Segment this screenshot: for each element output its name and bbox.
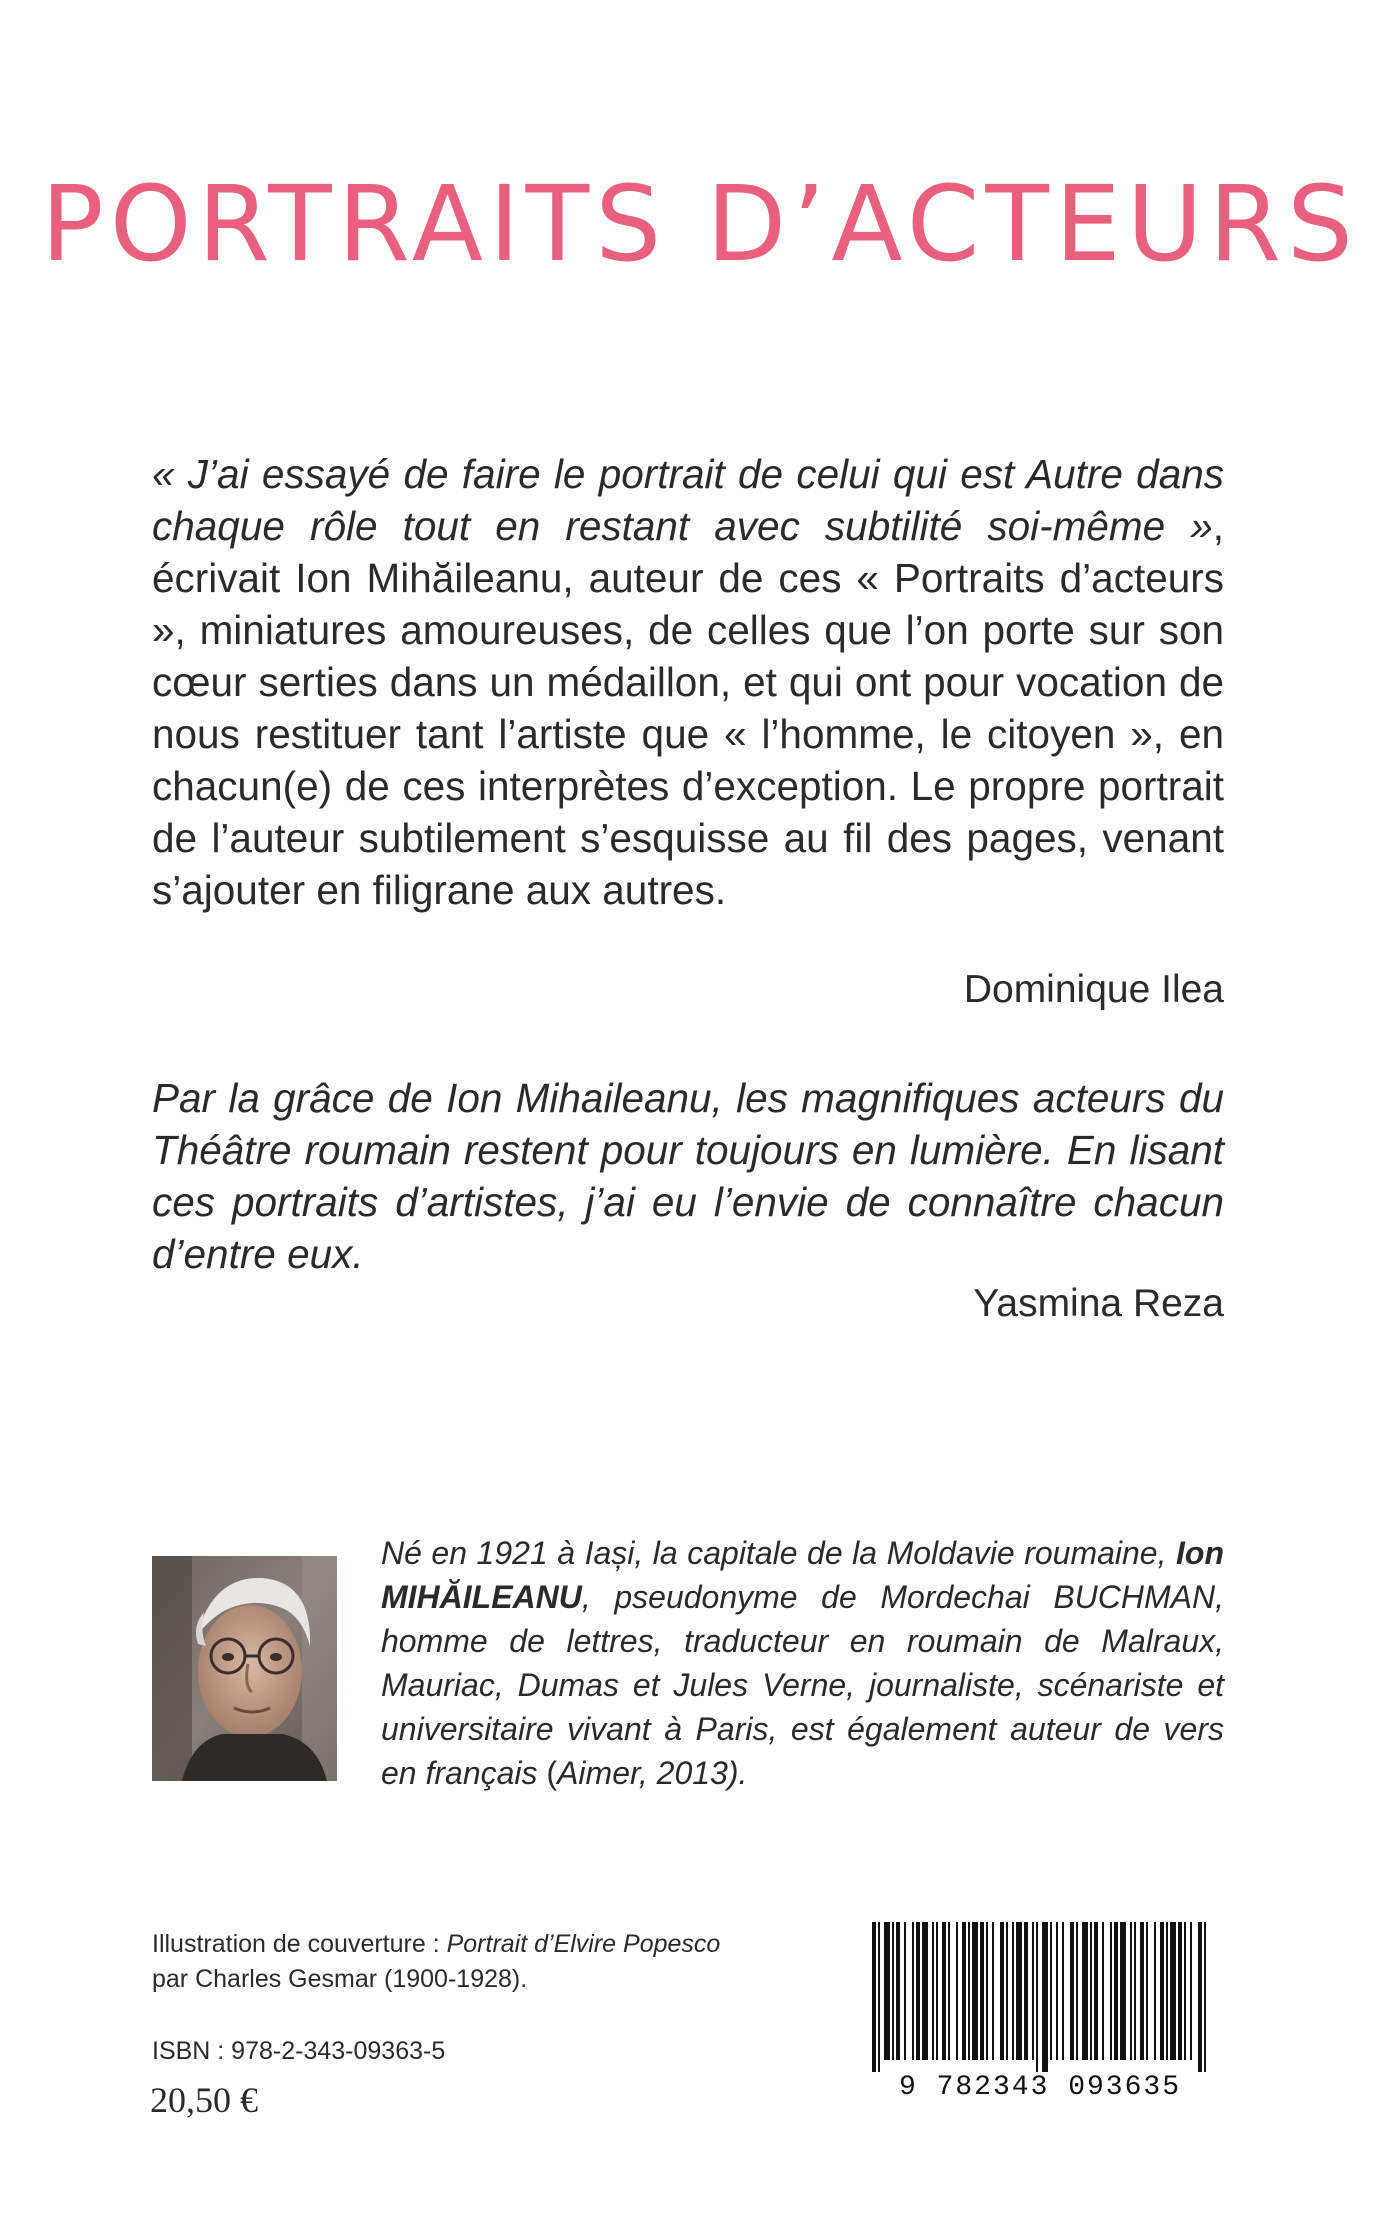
author-bio: [381, 1531, 1224, 1795]
illustration-title: Portrait d’Elvire Popesco: [446, 1930, 721, 1958]
isbn: ISBN : 978-2-343-09363-5: [152, 2037, 446, 2065]
quote-block-1: [152, 448, 1224, 916]
quote-normal-text: , écrivait Ion Mihăileanu, auteur de ces « Portraits d’acteurs », miniatures amoureuses, de celles que l’on porte sur son cœur serties dans un médaillon, et qui ont pour vocation de nous restituer tant l’artiste que « l’homme, le citoyen », en chacun(e) de ces interprètes d’exception. Le propre portrait de l’auteur subtilement s’esquisse au fil des pages, venant s’ajouter en filigrane aux autres.: [152, 503, 1224, 913]
bio-intro: Né en 1921 à Iași, la capitale de la Moldavie roumaine,: [381, 1535, 1177, 1571]
illustration-credit: [152, 1927, 720, 1997]
bio-paren: (: [546, 1755, 558, 1791]
bio-rest: , pseudonyme de Mordechai BUCHMAN, homme de lettres, traducteur en roumain de Malraux, Mauriac, Dumas et Jules Verne, journaliste, scénariste et universitaire vivant à Paris, est également auteur de vers en français: [381, 1579, 1224, 1791]
signature-dominique-ilea: Dominique Ilea: [963, 968, 1224, 1011]
barcode-digits: 9 782343 093635: [898, 2072, 1182, 2100]
illustration-label: Illustration de couverture :: [152, 1930, 447, 1958]
quote-italic-text: « J’ai essayé de faire le portrait de celui qui est Autre dans chaque rôle tout en restant avec subtilité soi-même »: [152, 451, 1224, 549]
bio-book: Aimer, 2013).: [557, 1755, 748, 1791]
author-photo: [152, 1556, 337, 1781]
book-title: PORTRAITS D’ACTEURS: [41, 163, 1359, 285]
illustration-artist: par Charles Gesmar (1900-1928).: [152, 1965, 528, 1993]
signature-yasmina-reza: Yasmina Reza: [973, 1282, 1224, 1325]
quote-paragraph-1: [152, 448, 1224, 916]
barcode: [868, 1922, 1213, 2100]
bio-author-name: Ion MIHĂILEANU: [381, 1535, 1224, 1615]
quote-paragraph-2: Par la grâce de Ion Mihaileanu, les magnifiques acteurs du Théâtre roumain restent pour toujours en lumière. En lisant ces portraits d’artistes, j’ai eu l’envie de connaître chacun d’entre eux.: [152, 1075, 1224, 1277]
quote-block-2: [152, 1072, 1224, 1280]
price: 20,50 €: [150, 2080, 258, 2120]
